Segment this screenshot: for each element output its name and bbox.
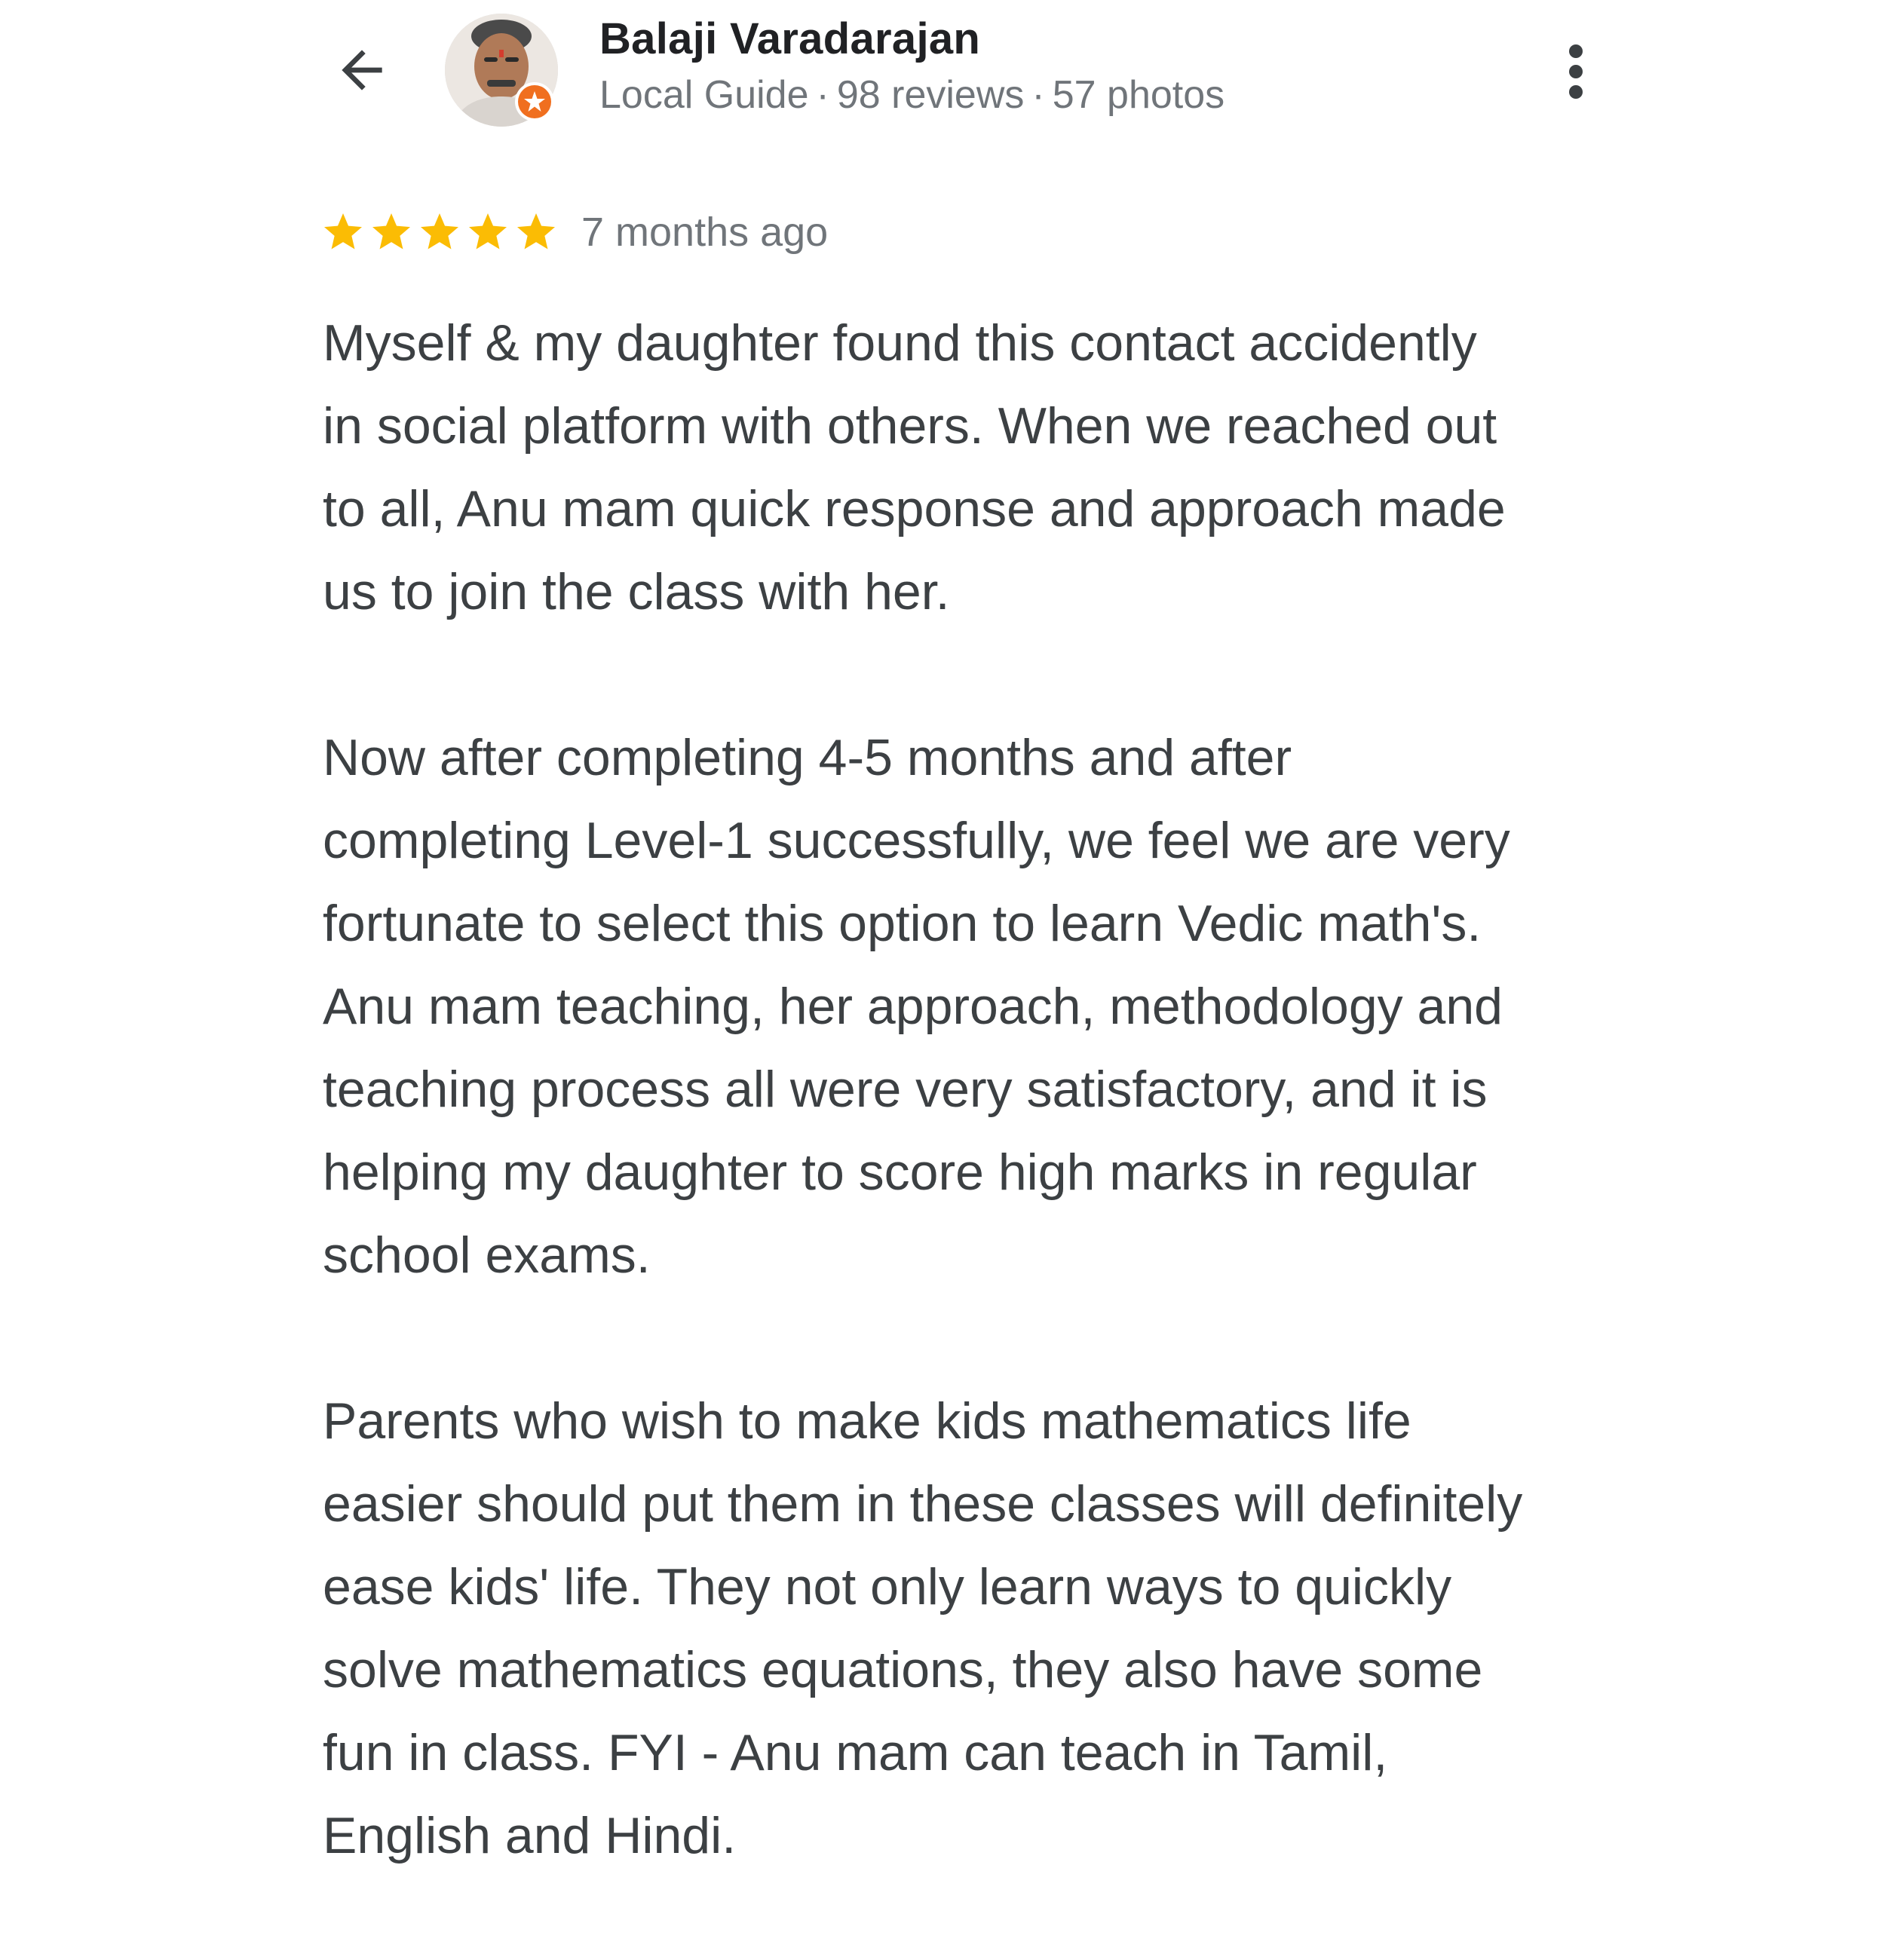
star-icon: [320, 210, 366, 255]
local-guide-label: Local Guide: [599, 73, 809, 117]
more-options-button[interactable]: [1549, 30, 1602, 113]
arrow-back-icon: [332, 40, 392, 100]
more-vert-icon: [1569, 85, 1583, 99]
back-button[interactable]: [320, 29, 403, 112]
star-rating: [320, 210, 559, 255]
review-paragraph: Myself & my daughter found this contact accidently in social platform with others. When we reached out to all, Anu mam quick response and approach made us to join the class with her.: [323, 314, 1506, 620]
review-timestamp: 7 months ago: [581, 210, 829, 255]
rating-row: [320, 202, 828, 262]
meta-separator: ·: [816, 73, 829, 117]
more-vert-icon: [1569, 44, 1583, 58]
star-icon: [369, 210, 414, 255]
star-icon: [465, 210, 510, 255]
review-header: [0, 0, 1885, 151]
reviewer-meta: [599, 72, 1224, 118]
meta-separator: ·: [1031, 73, 1045, 117]
star-icon: [417, 210, 462, 255]
star-icon: [513, 210, 559, 255]
review-text: [323, 302, 1620, 1960]
review-paragraph: Parents who wish to make kids mathematics life easier should put them in these classes will definitely ease kids' life. They not only learn ways to quickly solve mathematics equations, they also have some fun in class. FYI - Anu mam can teach in Tamil, English and Hindi.: [323, 1392, 1523, 1864]
reviewer-name[interactable]: Balaji Varadarajan: [599, 14, 981, 63]
review-count: 98 reviews: [836, 73, 1025, 117]
local-guide-badge-icon: [514, 81, 555, 122]
review-paragraph: Now after completing 4-5 months and after completing Level-1 successfully, we feel we are very fortunate to select this option to learn Vedic math's. Anu mam teaching, her approach, methodology and teaching process all were very satisfactory, and it is helping my daughter to score high marks in regular school exams.: [323, 729, 1510, 1284]
photo-count: 57 photos: [1052, 73, 1225, 117]
more-vert-icon: [1569, 65, 1583, 78]
